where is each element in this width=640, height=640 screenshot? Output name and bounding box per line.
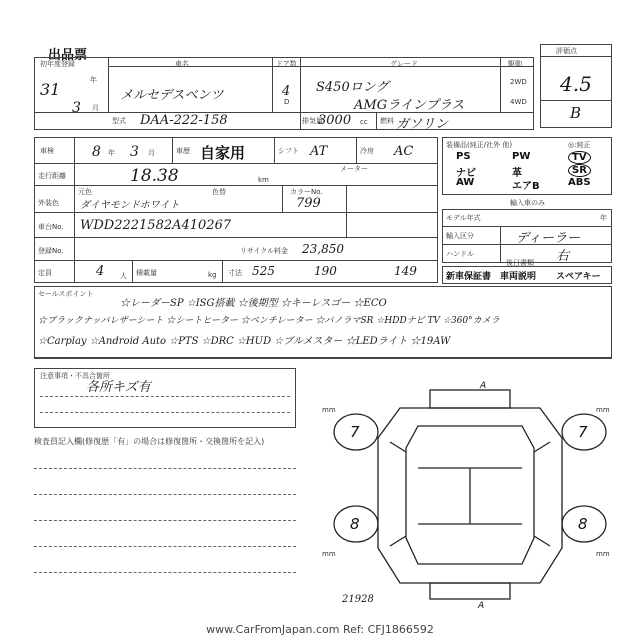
sales-points-label: セールスポイント <box>38 290 94 298</box>
handle-value: 右 <box>556 249 570 264</box>
dim-length: 525 <box>252 264 275 278</box>
doc-item: 車両説明 <box>500 272 537 282</box>
equipment-item: PW <box>512 151 531 162</box>
equipment-item: PS <box>456 151 471 162</box>
fuel-value: ガソリン <box>396 117 449 132</box>
ac-label: 冷房 <box>360 147 374 155</box>
equipment-item: AW <box>456 177 475 188</box>
origin-value: 自家用 <box>200 144 246 162</box>
inspector-note-label: 検査員記入欄(修復歴「有」の場合は修復箇所・交換箇所を記入) <box>34 437 265 446</box>
tire-rr-value: 8 <box>578 515 588 533</box>
shift-label: シフト <box>278 147 299 155</box>
equipment-label: 装備品(純正/社外 他) <box>446 141 513 149</box>
tire-fr-value: 7 <box>578 423 588 441</box>
svg-text:mm: mm <box>596 406 610 414</box>
inspection-month: 3 <box>130 144 139 160</box>
rear-damage-mark: A <box>478 601 485 611</box>
first-reg-year: 31 <box>40 80 61 99</box>
inspection-year: 8 <box>92 144 101 160</box>
loading-label: 積載量 <box>136 269 157 277</box>
svg-text:mm: mm <box>322 406 336 414</box>
import-type-value: ディーラー <box>516 231 580 246</box>
displacement-label: 排気量 <box>302 117 323 125</box>
notes-label: 注意事項・不具合箇所 <box>40 372 110 380</box>
exterior-label: 外装色 <box>38 199 59 207</box>
footer-site[interactable]: www.CarFromJapan.com <box>206 623 340 636</box>
footer-ref: Ref: CFJ1866592 <box>343 623 434 636</box>
ac-value: AC <box>394 144 414 159</box>
car-name-label: 車名 <box>175 60 189 68</box>
tire-rl-value: 8 <box>350 515 360 533</box>
score-label: 評価点 <box>556 47 577 55</box>
svg-text:mm: mm <box>322 550 336 558</box>
color-change-label: 色替 <box>212 188 226 196</box>
mileage-label: 走行距離 <box>38 172 66 180</box>
meter-label: メーター <box>340 165 368 173</box>
first-reg-month: 3 <box>72 100 81 116</box>
recycle-label: リサイクル料金 <box>240 247 289 255</box>
chassis-label: 車台No. <box>38 223 64 231</box>
equipment-item: エアB <box>512 181 540 192</box>
grade-line-1: S450ロング <box>316 80 389 95</box>
equipment-item: TV <box>568 151 591 164</box>
shift-value: AT <box>310 144 328 159</box>
equipment-item: ナビ <box>456 168 476 179</box>
original-marker: ◎:純正 <box>568 141 591 149</box>
score-value: 4.5 <box>560 72 592 96</box>
model-label: 型式 <box>112 117 126 125</box>
first-reg-label: 初年度登録 <box>40 60 75 68</box>
sales-points-line-2: ☆ブラックナッパレザーシート ☆シートヒーター ☆ベンチレーター ☆パノラマSR ☆HDDナビ TV ☆360°カメラ <box>38 316 500 326</box>
doors-label: ドア数 <box>276 60 297 68</box>
inspection-label: 車検 <box>40 147 54 155</box>
model-year-label: モデル年式 <box>446 214 481 222</box>
exterior-color-value: ダイヤモンドホワイト <box>80 200 180 211</box>
doc-item: 新車保証書 <box>446 272 492 282</box>
car-name-value: メルセデスベンツ <box>120 88 224 103</box>
sheet-title: 出品票 <box>48 48 88 63</box>
doors-value: 4 <box>282 84 291 99</box>
sales-points-line-1: ☆レーダーSP ☆ISG搭載 ☆後期型 ☆キーレスゴー ☆ECO <box>120 298 387 309</box>
displacement-value: 3000 <box>318 113 352 128</box>
sales-points-line-3: ☆Carplay ☆Android Auto ☆PTS ☆DRC ☆HUD ☆ブルメスター ☆LEDライト ☆19AW <box>38 336 451 347</box>
color-no-value: 799 <box>296 196 321 211</box>
color-label: 元色 <box>78 188 92 196</box>
model-value: DAA-222-158 <box>140 113 228 128</box>
fourwd-label: 4WD <box>510 98 527 106</box>
origin-label: 車歴 <box>176 147 190 155</box>
front-damage-mark: A <box>480 381 487 391</box>
rear-seat-label: 後日書類 <box>506 259 534 267</box>
footer <box>0 623 640 636</box>
dimensions-label: 寸法 <box>228 269 242 277</box>
capacity-label: 定員 <box>38 269 52 277</box>
chassis-value: WDD2221582A410267 <box>80 218 232 233</box>
twowd-label: 2WD <box>510 78 527 86</box>
grade-line-2: AMGラインプラス <box>354 98 465 113</box>
car-damage-diagram <box>322 378 610 611</box>
tire-fl-value: 7 <box>350 423 360 441</box>
mileage-value: 18.38 <box>130 166 179 186</box>
equipment-item: 革 <box>512 168 522 179</box>
import-type-label: 輸入区分 <box>446 232 474 240</box>
doc-item: スペアキー <box>556 272 601 282</box>
dim-height: 149 <box>394 264 417 278</box>
capacity-value: 4 <box>96 264 105 279</box>
grade-label: グレード <box>390 60 418 68</box>
handle-label: ハンドル <box>446 250 474 258</box>
fuel-label: 燃料 <box>380 117 394 125</box>
registration-label: 登録No. <box>38 247 64 255</box>
equipment-item: ABS <box>568 177 591 188</box>
import-section-label: 輸入車のみ <box>510 199 545 207</box>
notes-value: 各所キズ有 <box>86 380 151 395</box>
recycle-value: 23,850 <box>302 242 344 256</box>
svg-text:mm: mm <box>596 550 610 558</box>
drive-label: 駆動 <box>508 60 522 68</box>
color-no-label: カラーNo. <box>290 188 323 196</box>
diagram-number: 21928 <box>342 594 374 605</box>
interior-grade: B <box>570 104 582 122</box>
dim-width: 190 <box>314 264 337 278</box>
equipment-item: SR <box>568 164 591 177</box>
